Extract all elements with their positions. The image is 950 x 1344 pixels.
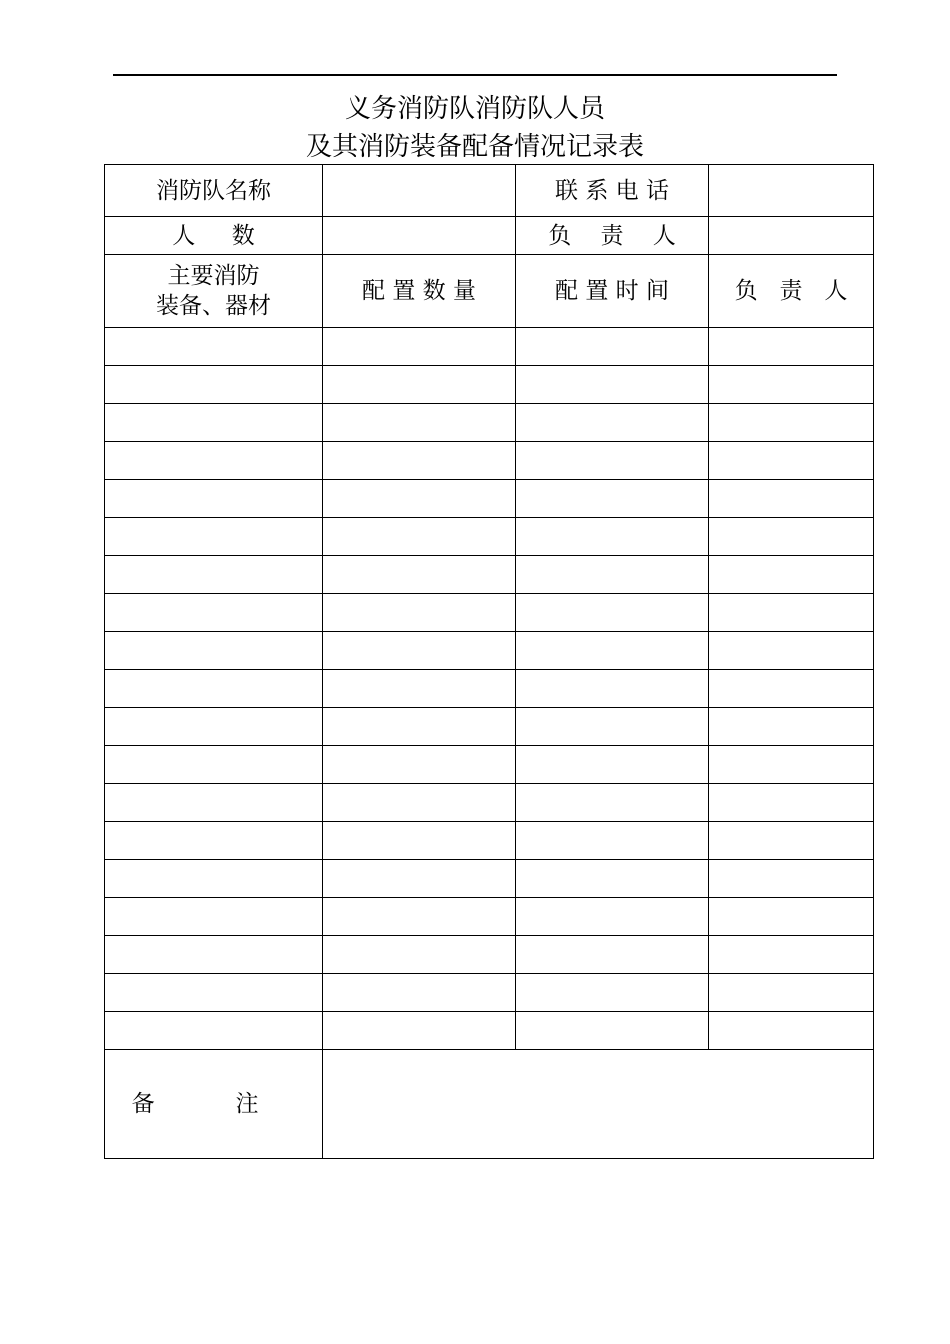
equipment-cell[interactable] (105, 784, 323, 822)
table-row (105, 860, 874, 898)
equipment-column-header (105, 255, 323, 328)
quantity-cell[interactable] (323, 442, 516, 480)
phone-field[interactable] (709, 165, 874, 217)
person-cell[interactable] (709, 404, 874, 442)
table-row (105, 1012, 874, 1050)
time-cell[interactable] (516, 328, 709, 366)
record-table (104, 164, 874, 1159)
quantity-cell[interactable] (323, 860, 516, 898)
quantity-cell[interactable] (323, 708, 516, 746)
time-cell[interactable] (516, 860, 709, 898)
equipment-cell[interactable] (105, 480, 323, 518)
quantity-cell[interactable] (323, 936, 516, 974)
equipment-cell[interactable] (105, 632, 323, 670)
time-cell[interactable] (516, 404, 709, 442)
person-cell[interactable] (709, 974, 874, 1012)
time-cell[interactable] (516, 822, 709, 860)
equipment-cell[interactable] (105, 670, 323, 708)
time-cell[interactable] (516, 670, 709, 708)
equipment-cell[interactable] (105, 594, 323, 632)
quantity-cell[interactable] (323, 594, 516, 632)
equipment-cell[interactable] (105, 822, 323, 860)
quantity-cell[interactable] (323, 366, 516, 404)
table-row (105, 974, 874, 1012)
table-row (105, 898, 874, 936)
quantity-cell[interactable] (323, 556, 516, 594)
time-cell[interactable] (516, 480, 709, 518)
person-cell[interactable] (709, 518, 874, 556)
quantity-cell[interactable] (323, 404, 516, 442)
person-cell[interactable] (709, 328, 874, 366)
table-row (105, 784, 874, 822)
equipment-cell[interactable] (105, 746, 323, 784)
equipment-cell[interactable] (105, 518, 323, 556)
form-title-line-1: 义务消防队消防队人员 (344, 94, 605, 124)
equipment-cell[interactable] (105, 974, 323, 1012)
team-info-row (105, 165, 874, 217)
remarks-row (105, 1050, 874, 1159)
table-row (105, 556, 874, 594)
person-cell[interactable] (709, 822, 874, 860)
time-cell[interactable] (516, 556, 709, 594)
table-row (105, 366, 874, 404)
headcount-field[interactable] (323, 217, 516, 255)
person-column-header: 负 责 人 (709, 255, 874, 328)
person-cell[interactable] (709, 594, 874, 632)
equipment-cell[interactable] (105, 936, 323, 974)
person-cell[interactable] (709, 1012, 874, 1050)
person-cell[interactable] (709, 480, 874, 518)
quantity-cell[interactable] (323, 746, 516, 784)
phone-label: 联 系 电 话 (516, 165, 709, 217)
quantity-cell[interactable] (323, 480, 516, 518)
table-row (105, 822, 874, 860)
time-cell[interactable] (516, 746, 709, 784)
quantity-cell[interactable] (323, 898, 516, 936)
person-cell[interactable] (709, 860, 874, 898)
equipment-cell[interactable] (105, 328, 323, 366)
time-cell[interactable] (516, 442, 709, 480)
equipment-cell[interactable] (105, 556, 323, 594)
quantity-cell[interactable] (323, 670, 516, 708)
quantity-cell[interactable] (323, 632, 516, 670)
equipment-cell[interactable] (105, 898, 323, 936)
quantity-cell[interactable] (323, 328, 516, 366)
time-cell[interactable] (516, 632, 709, 670)
table-row (105, 328, 874, 366)
form-title-line-2: 及其消防装备配备情况记录表 (305, 132, 644, 162)
person-cell[interactable] (709, 746, 874, 784)
table-row (105, 670, 874, 708)
person-cell[interactable] (709, 366, 874, 404)
equipment-cell[interactable] (105, 1012, 323, 1050)
equipment-cell[interactable] (105, 860, 323, 898)
table-row (105, 936, 874, 974)
person-cell[interactable] (709, 784, 874, 822)
equipment-cell[interactable] (105, 366, 323, 404)
remarks-label: 备 注 (105, 1050, 323, 1159)
table-row (105, 480, 874, 518)
equipment-cell[interactable] (105, 404, 323, 442)
equipment-cell[interactable] (105, 708, 323, 746)
person-cell[interactable] (709, 632, 874, 670)
table-row (105, 518, 874, 556)
quantity-cell[interactable] (323, 974, 516, 1012)
quantity-cell[interactable] (323, 784, 516, 822)
time-cell[interactable] (516, 366, 709, 404)
table-row (105, 708, 874, 746)
person-cell[interactable] (709, 556, 874, 594)
time-cell[interactable] (516, 936, 709, 974)
column-header-row (105, 255, 874, 328)
time-cell[interactable] (516, 1012, 709, 1050)
time-cell[interactable] (516, 898, 709, 936)
time-column-header: 配 置 时 间 (516, 255, 709, 328)
equipment-header-line-2: 装备、器材 (156, 293, 271, 319)
table-row (105, 632, 874, 670)
time-cell[interactable] (516, 784, 709, 822)
person-cell[interactable] (709, 670, 874, 708)
headcount-label: 人 数 (105, 217, 323, 255)
person-cell[interactable] (709, 708, 874, 746)
team-name-label: 消防队名称 (105, 165, 323, 217)
remarks-field[interactable] (323, 1050, 874, 1159)
time-cell[interactable] (516, 708, 709, 746)
table-row (105, 594, 874, 632)
time-cell[interactable] (516, 518, 709, 556)
quantity-cell[interactable] (323, 1012, 516, 1050)
responsible-label: 负 责 人 (516, 217, 709, 255)
table-row (105, 404, 874, 442)
quantity-cell[interactable] (323, 518, 516, 556)
equipment-cell[interactable] (105, 442, 323, 480)
team-name-field[interactable] (323, 165, 516, 217)
quantity-cell[interactable] (323, 822, 516, 860)
table-row (105, 442, 874, 480)
person-cell[interactable] (709, 442, 874, 480)
table-row (105, 746, 874, 784)
time-cell[interactable] (516, 974, 709, 1012)
headcount-row (105, 217, 874, 255)
responsible-field[interactable] (709, 217, 874, 255)
top-rule (113, 74, 837, 76)
equipment-header-line-1: 主要消防 (167, 263, 260, 289)
person-cell[interactable] (709, 936, 874, 974)
person-cell[interactable] (709, 898, 874, 936)
time-cell[interactable] (516, 594, 709, 632)
quantity-column-header: 配 置 数 量 (323, 255, 516, 328)
